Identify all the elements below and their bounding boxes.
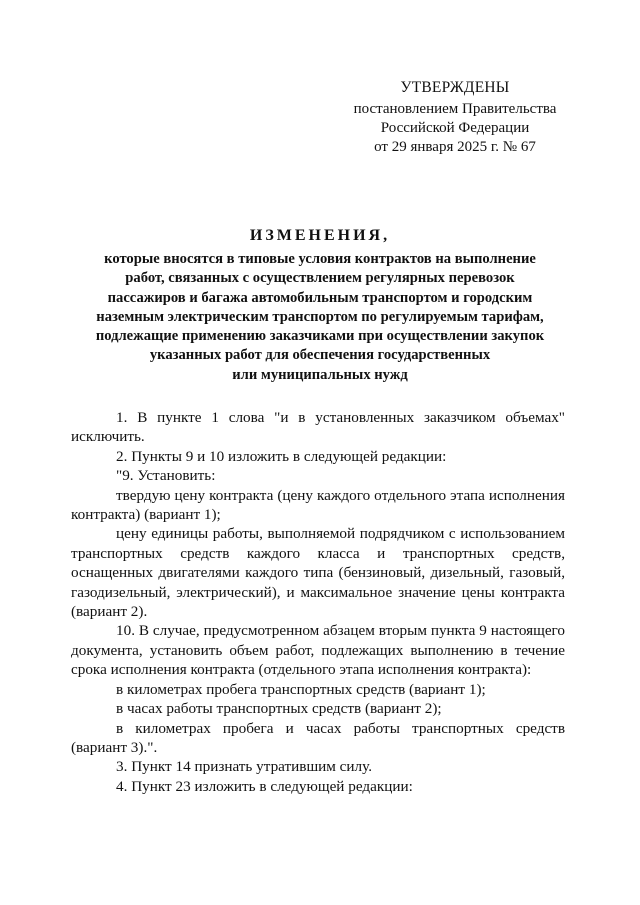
paragraph: в километрах пробега транспортных средств (вариант 1); xyxy=(116,680,486,698)
heading-line: которые вносятся в типовые условия контрактов на выполнение xyxy=(104,251,536,267)
approval-block xyxy=(330,78,580,157)
heading-line: пассажиров и багажа автомобильным транспортом и городским xyxy=(107,289,533,306)
paragraph: 2. Пункты 9 и 10 изложить в следующей редакции: xyxy=(116,447,447,465)
approval-title: УТВЕРЖДЕНЫ xyxy=(400,79,510,96)
paragraph: "9. Установить: xyxy=(116,467,216,485)
document-heading xyxy=(60,226,580,385)
approval-date: от 29 января 2025 г. № 67 xyxy=(374,139,536,155)
paragraph: в километрах пробега и часах работы транспортных средств (вариант 3).". xyxy=(71,719,565,756)
approval-line: Российской Федерации xyxy=(380,120,530,136)
heading-line: работ, связанных с осуществлением регулярных перевозок xyxy=(125,270,515,287)
paragraph: 3. Пункт 14 признать утратившим силу. xyxy=(116,758,372,776)
paragraph: 1. В пункте 1 слова "и в установленных заказчиком объемах" исключить. xyxy=(71,409,565,446)
paragraph: цену единицы работы, выполняемой подрядчиком с использованием транспортных средств каждого класса и транспортных средств, оснащенных двигателями каждого типа (бензиновый, дизельный, газовый, газодизельный, электрический), и максимальное значение цены контракта (вариант 2). xyxy=(71,525,565,621)
heading-line: или муниципальных нужд xyxy=(232,366,408,383)
paragraph: твердую цену контракта (цену каждого отдельного этапа исполнения контракта) (вариант 1); xyxy=(71,486,565,524)
approval-line: постановлением Правительства xyxy=(353,101,557,117)
document-body xyxy=(71,408,565,796)
heading-line: наземным электрическим транспортом по регулируемым тарифам, xyxy=(96,308,544,325)
heading-subtitle xyxy=(60,250,580,385)
heading-title: ИЗМЕНЕНИЯ, xyxy=(249,227,391,244)
paragraph: 4. Пункт 23 изложить в следующей редакции: xyxy=(116,777,413,795)
paragraph: 10. В случае, предусмотренном абзацем вторым пункта 9 настоящего документа, установить объем работ, подлежащих выполнению в течение срока исполнения контракта (отдельного этапа исполнения контракта): xyxy=(71,622,565,679)
heading-line: подлежащие применению заказчиками при осуществлении закупок xyxy=(95,328,545,345)
heading-line: указанных работ для обеспечения государственных xyxy=(149,347,491,364)
paragraph: в часах работы транспортных средств (вариант 2); xyxy=(116,700,442,718)
